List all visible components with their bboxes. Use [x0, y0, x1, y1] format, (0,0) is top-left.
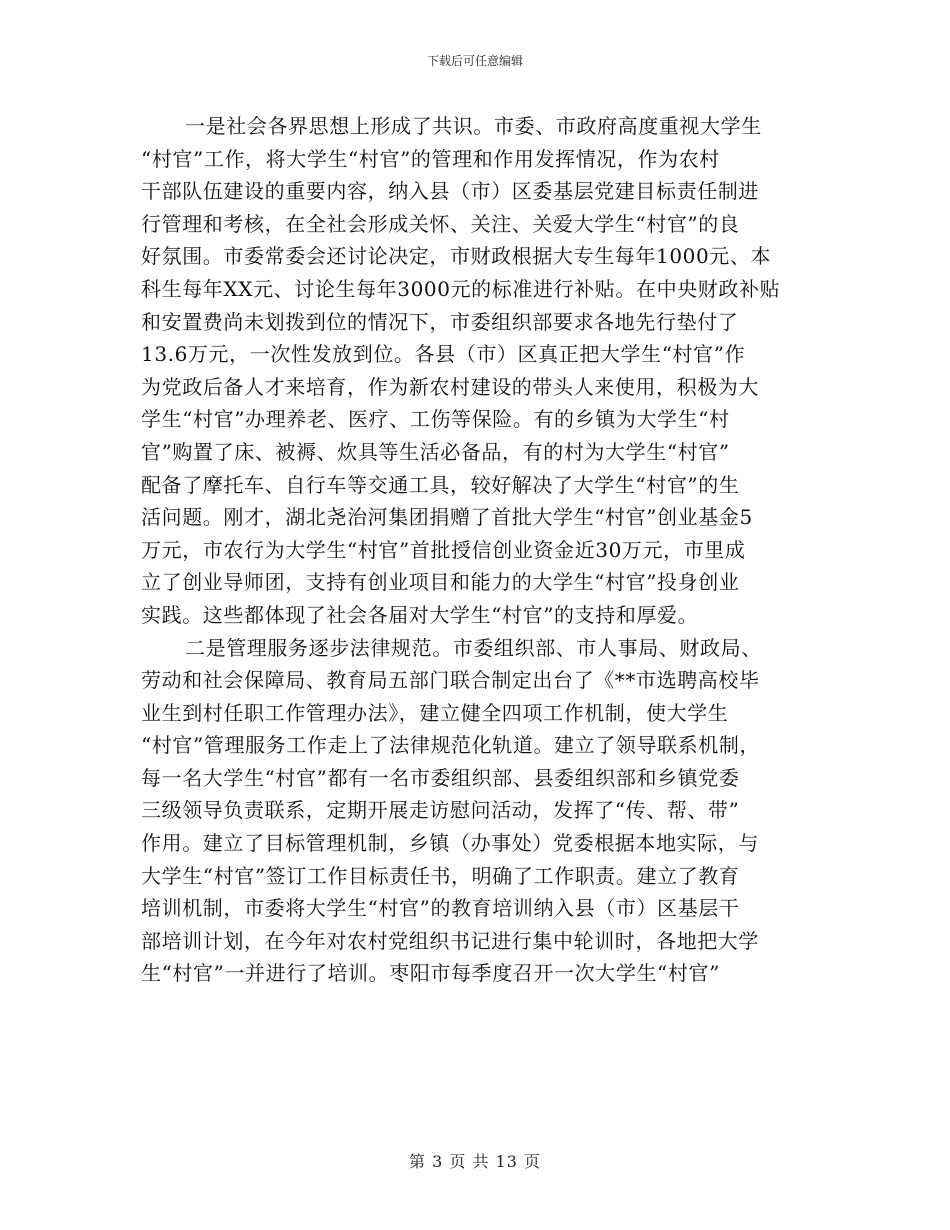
paragraph-line: 作用。建立了目标管理机制，乡镇（办事处）党委根据本地实际，与 — [141, 831, 759, 856]
paragraph-line: “村官”工作，将大学生“村官”的管理和作用发挥情况，作为农村 — [141, 146, 720, 171]
paragraph-line: 好氛围。市委常委会还讨论决定，市财政根据大专生每年1000元、本 — [141, 244, 772, 269]
paragraph-line: 官”购置了床、被褥、炊具等生活必备品，有的村为大学生“村官” — [141, 439, 730, 464]
paragraph-line: 和安置费尚未划拨到位的情况下，市委组织部要求各地先行垫付了 — [141, 309, 739, 334]
document-body — [141, 110, 811, 990]
paragraph-line: 二是管理服务逐步法律规范。市委组织部、市人事局、财政局、 — [185, 635, 762, 660]
paragraph-line: 学生“村官”办理养老、医疗、工伤等保险。有的乡镇为大学生“村 — [141, 407, 730, 432]
paragraph-line: 三级领导负责联系，定期开展走访慰问活动，发挥了“传、帮、带” — [141, 798, 740, 823]
paragraph-line: 为党政后备人才来培育，作为新农村建设的带头人来使用，积极为大 — [141, 374, 759, 399]
paragraph-line: 实践。这些都体现了社会各届对大学生“村官”的支持和厚爱。 — [141, 602, 699, 627]
paragraph-line: 生“村官”一并进行了培训。枣阳市每季度召开一次大学生“村官” — [141, 961, 720, 986]
paragraph-line: 行管理和考核，在全社会形成关怀、关注、关爱大学生“村官”的良 — [141, 211, 740, 236]
paragraph-line: 部培训计划，在今年对农村党组织书记进行集中轮训时，各地把大学 — [141, 928, 759, 953]
page-number-footer: 第 3 页 共 13 页 — [409, 1152, 541, 1171]
paragraph-line: 13.6万元，一次性发放到位。各县（市）区真正把大学生“村官”作 — [141, 342, 746, 367]
paragraph-line: 一是社会各界思想上形成了共识。市委、市政府高度重视大学生 — [185, 114, 762, 138]
paragraph-line: 培训机制，市委将大学生“村官”的教育培训纳入县（市）区基层干 — [141, 896, 740, 921]
paragraph-line: 大学生“村官”签订工作目标责任书，明确了工作职责。建立了教育 — [141, 863, 740, 888]
paragraph-line: 万元，市农行为大学生“村官”首批授信创业资金近30万元，市里成 — [141, 537, 746, 562]
paragraph-line: 劳动和社会保障局、教育局五部门联合制定出台了《**市选聘高校毕 — [141, 668, 760, 693]
paragraph-line: 干部队伍建设的重要内容，纳入县（市）区委基层党建目标责任制进 — [141, 179, 759, 204]
paragraph-line: 配备了摩托车、自行车等交通工具，较好解决了大学生“村官”的生 — [141, 472, 740, 497]
paragraph-line: “村官”管理服务工作走上了法律规范化轨道。建立了领导联系机制， — [141, 733, 761, 758]
paragraph-line: 立了创业导师团，支持有创业项目和能力的大学生“村官”投身创业 — [141, 570, 740, 595]
paragraph-line: 业生到村任职工作管理办法》，建立健全四项工作机制，使大学生 — [141, 700, 729, 725]
paragraph-line: 活问题。刚才，湖北尧治河集团捐赠了首批大学生“村官”创业基金5 — [141, 505, 753, 530]
paragraph-line: 科生每年XX元、讨论生每年3000元的标准进行补贴。在中央财政补贴 — [141, 276, 781, 301]
page-header: 下载后可任意编辑 — [426, 54, 523, 68]
paragraph-line: 每一名大学生“村官”都有一名市委组织部、县委组织部和乡镇党委 — [141, 765, 740, 790]
